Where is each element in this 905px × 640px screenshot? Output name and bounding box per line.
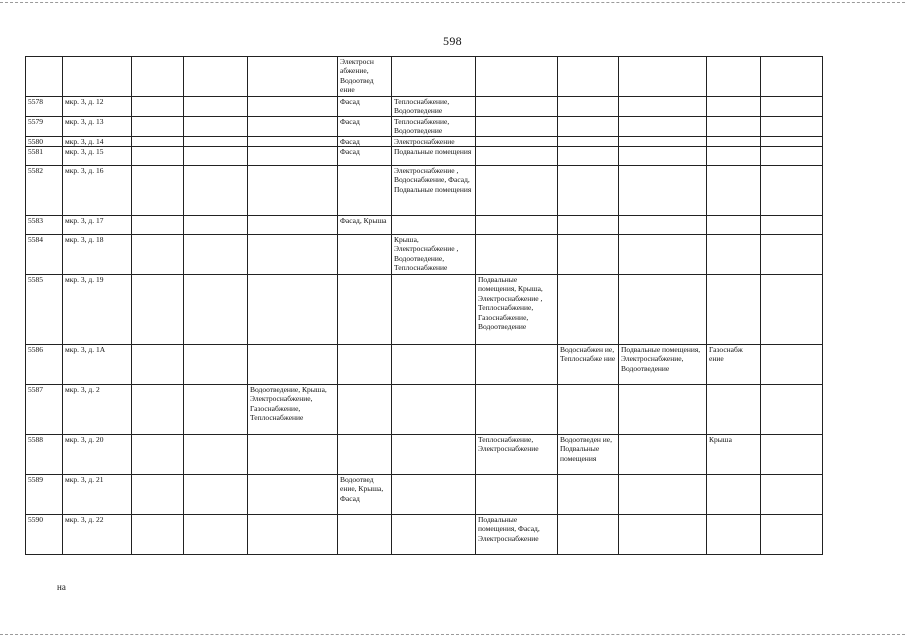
table-cell: мкр. 3, д. 15 [63, 147, 132, 166]
table-cell [184, 116, 248, 136]
table-cell [132, 136, 184, 146]
table-cell [248, 435, 338, 475]
table-cell [338, 385, 392, 435]
table-cell: Фасад [338, 136, 392, 146]
table-cell [338, 166, 392, 216]
table-cell [707, 235, 761, 275]
table-cell: 5587 [26, 385, 63, 435]
table-cell [619, 166, 707, 216]
table-cell [476, 136, 558, 146]
table-cell [184, 97, 248, 117]
table-cell [476, 147, 558, 166]
table-cell [338, 275, 392, 345]
table-cell: 5588 [26, 435, 63, 475]
table-cell [132, 345, 184, 385]
table-cell: мкр. 3, д. 21 [63, 475, 132, 515]
table-cell [392, 475, 476, 515]
table-cell: 5581 [26, 147, 63, 166]
table-cell: Водоотвед ение, Крыша, Фасад [338, 475, 392, 515]
table-cell: Фасад [338, 116, 392, 136]
table-cell [184, 136, 248, 146]
table-cell [184, 235, 248, 275]
table-row [26, 475, 823, 515]
table-cell [619, 385, 707, 435]
table-body [26, 57, 823, 555]
table-cell: мкр. 3, д. 14 [63, 136, 132, 146]
table-cell: 5589 [26, 475, 63, 515]
table-cell [558, 385, 619, 435]
table-row [26, 515, 823, 555]
table-cell [619, 235, 707, 275]
table-cell: 5579 [26, 116, 63, 136]
table-cell [184, 275, 248, 345]
table-cell [392, 515, 476, 555]
table-cell [392, 275, 476, 345]
table-cell: Водоотведение, Крыша, Электроснабжение, Газоснабжение, Теплоснабжение [248, 385, 338, 435]
table-cell [619, 147, 707, 166]
table-cell [619, 97, 707, 117]
table-cell [558, 97, 619, 117]
table-cell [761, 275, 823, 345]
address-table [25, 56, 823, 555]
table-cell [184, 515, 248, 555]
table-cell [184, 345, 248, 385]
table-cell: мкр. 3, д. 13 [63, 116, 132, 136]
table-cell [63, 57, 132, 97]
table-cell: 5580 [26, 136, 63, 146]
table-cell [248, 57, 338, 97]
table-cell [132, 275, 184, 345]
scan-edge-bottom [0, 634, 905, 635]
table-cell: Фасад [338, 147, 392, 166]
table-cell: Электроснабжение [392, 136, 476, 146]
table-cell [476, 166, 558, 216]
table-cell: Подвальные помещения [392, 147, 476, 166]
table-cell [248, 475, 338, 515]
table-row [26, 147, 823, 166]
table-row [26, 345, 823, 385]
table-cell [619, 275, 707, 345]
table-cell: Фасад [338, 97, 392, 117]
table-cell [184, 475, 248, 515]
table-cell [761, 385, 823, 435]
table-cell [392, 57, 476, 97]
table-cell [558, 515, 619, 555]
table-cell [761, 116, 823, 136]
table-cell: мкр. 3, д. 2 [63, 385, 132, 435]
table-cell [761, 235, 823, 275]
table-cell [707, 57, 761, 97]
table-cell [132, 385, 184, 435]
table-cell [184, 216, 248, 235]
table-cell [248, 136, 338, 146]
table-cell [558, 475, 619, 515]
table-cell [761, 345, 823, 385]
table-cell [558, 166, 619, 216]
table-cell [476, 385, 558, 435]
table-cell: Подвальные помещения, Фасад, Электроснабжение [476, 515, 558, 555]
table-cell [619, 515, 707, 555]
table-row [26, 116, 823, 136]
table-row [26, 275, 823, 345]
table-cell [132, 147, 184, 166]
table-cell: Теплоснабжение, Электроснабжение [476, 435, 558, 475]
table-cell [26, 57, 63, 97]
table-cell: мкр. 3, д. 12 [63, 97, 132, 117]
table-cell [184, 385, 248, 435]
table-cell: Водоснабжен ие, Теплоснабже ние [558, 345, 619, 385]
table-cell [184, 435, 248, 475]
table-cell: мкр. 3, д. 20 [63, 435, 132, 475]
table-cell: Электроснабжение , Водоснабжение, Фасад, Подвальные помещения [392, 166, 476, 216]
table-cell [761, 475, 823, 515]
table-cell [761, 435, 823, 475]
table-cell: Подвальные помещения, Крыша, Электроснабжение , Теплоснабжение, Газоснабжение, Водоотведение [476, 275, 558, 345]
table-cell: Подвальные помещения, Электроснабжение, Водоотведение [619, 345, 707, 385]
table-cell [707, 515, 761, 555]
table-row [26, 57, 823, 97]
table-cell [761, 216, 823, 235]
table-cell [132, 475, 184, 515]
table-cell [558, 216, 619, 235]
table-cell: 5584 [26, 235, 63, 275]
table-cell [476, 345, 558, 385]
table-cell: мкр. 3, д. 1А [63, 345, 132, 385]
table-cell: 5583 [26, 216, 63, 235]
table-cell [132, 166, 184, 216]
table-cell [761, 166, 823, 216]
table-cell [248, 275, 338, 345]
table-cell [558, 147, 619, 166]
table-cell [476, 235, 558, 275]
table-row [26, 97, 823, 117]
table-cell: Электросн абжение, Водоотвед ение [338, 57, 392, 97]
table-cell [558, 116, 619, 136]
table-cell [558, 136, 619, 146]
table-cell [707, 136, 761, 146]
table-cell: Крыша, Электроснабжение , Водоотведение, Теплоснабжение [392, 235, 476, 275]
table-cell [619, 57, 707, 97]
table-cell: 5578 [26, 97, 63, 117]
table-row [26, 435, 823, 475]
table-cell [761, 515, 823, 555]
table-cell [761, 97, 823, 117]
table-cell [132, 97, 184, 117]
table-cell [476, 475, 558, 515]
table-cell [707, 116, 761, 136]
table-cell [248, 97, 338, 117]
table-cell [338, 345, 392, 385]
table-cell: мкр. 3, д. 16 [63, 166, 132, 216]
table-cell [392, 385, 476, 435]
table-cell [248, 166, 338, 216]
table-cell [248, 116, 338, 136]
table-cell [132, 435, 184, 475]
table-cell [619, 435, 707, 475]
table-cell [338, 435, 392, 475]
table-cell: мкр. 3, д. 22 [63, 515, 132, 555]
table-row [26, 136, 823, 146]
table-row [26, 235, 823, 275]
table-cell [761, 147, 823, 166]
table-cell [761, 57, 823, 97]
table-cell [707, 97, 761, 117]
table-cell [707, 385, 761, 435]
table-cell [619, 136, 707, 146]
table-cell [248, 235, 338, 275]
table-cell [132, 216, 184, 235]
table-cell [707, 147, 761, 166]
table-row [26, 385, 823, 435]
table-cell [338, 515, 392, 555]
table-cell [392, 216, 476, 235]
table-cell: Крыша [707, 435, 761, 475]
table-cell [707, 275, 761, 345]
table-cell [476, 216, 558, 235]
table-cell [707, 216, 761, 235]
scan-edge-top [0, 2, 905, 3]
table-cell [132, 235, 184, 275]
table-cell: Теплоснабжение, Водоотведение [392, 97, 476, 117]
table-cell: Теплоснабжение, Водоотведение [392, 116, 476, 136]
table-cell: Газоснабж ение [707, 345, 761, 385]
table-cell: 5585 [26, 275, 63, 345]
table-cell [476, 57, 558, 97]
table-cell: 5582 [26, 166, 63, 216]
table-cell: мкр. 3, д. 19 [63, 275, 132, 345]
table-cell [476, 116, 558, 136]
table-cell [619, 216, 707, 235]
table-cell [248, 515, 338, 555]
table-cell [558, 235, 619, 275]
table-cell [248, 345, 338, 385]
table-cell: 5590 [26, 515, 63, 555]
table-cell [761, 136, 823, 146]
table-cell [248, 216, 338, 235]
table-cell: мкр. 3, д. 18 [63, 235, 132, 275]
table-cell [392, 345, 476, 385]
table-cell: 5586 [26, 345, 63, 385]
table-cell [248, 147, 338, 166]
table-cell [184, 166, 248, 216]
table-cell [619, 475, 707, 515]
table-cell [132, 515, 184, 555]
table-cell [707, 166, 761, 216]
table-row [26, 216, 823, 235]
table-cell [132, 116, 184, 136]
table-cell [132, 57, 184, 97]
table-cell: мкр. 3, д. 17 [63, 216, 132, 235]
table-cell: Водоотведен ие, Подвальные помещения [558, 435, 619, 475]
table-cell [338, 235, 392, 275]
table-cell [184, 147, 248, 166]
table-cell [619, 116, 707, 136]
table-cell: Фасад, Крыша [338, 216, 392, 235]
table-cell [707, 475, 761, 515]
table-cell [184, 57, 248, 97]
table-cell [476, 97, 558, 117]
table-cell [558, 275, 619, 345]
footnote-text: на [57, 582, 66, 592]
table-row [26, 166, 823, 216]
table-cell [558, 57, 619, 97]
page-number: 598 [443, 34, 462, 48]
table-cell [392, 435, 476, 475]
